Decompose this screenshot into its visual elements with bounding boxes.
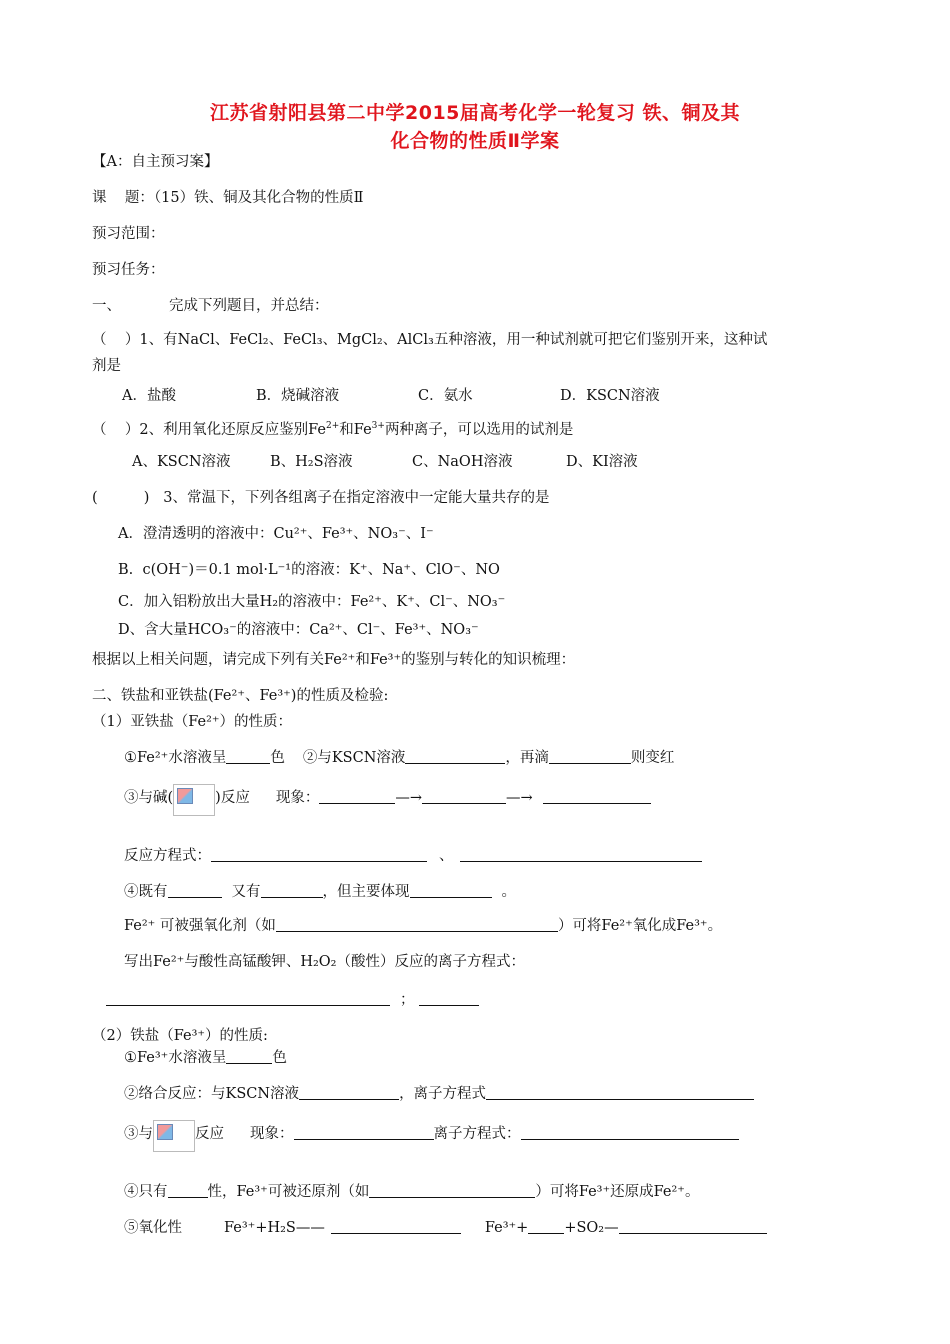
s1-ox-text-a: Fe²⁺ 可被强氧化剂（如	[124, 918, 276, 934]
blank-property-3[interactable]	[410, 883, 492, 898]
q2-option-a: A、KSCN溶液	[132, 454, 231, 470]
blank-complex[interactable]	[299, 1085, 399, 1100]
s2-item1-text-b: 色	[272, 1050, 287, 1066]
s2-item-3	[124, 1120, 739, 1152]
sub2-heading: （2）铁盐（Fe³⁺）的性质:	[92, 1028, 268, 1044]
part2-heading: 二、铁盐和亚铁盐(Fe²⁺、Fe³⁺)的性质及检验:	[92, 688, 389, 704]
blank-phenomenon-3[interactable]	[543, 789, 651, 804]
q1-option-a: A．盐酸	[122, 388, 176, 404]
q1-option-c: C．氨水	[418, 388, 473, 404]
blank-ionic-eq-1[interactable]	[106, 991, 390, 1006]
sub1-heading: （1）亚铁盐（Fe²⁺）的性质：	[92, 714, 293, 730]
s2-item4-text-b: 性，Fe³⁺可被还原剂（如	[207, 1184, 370, 1200]
s2-item5-eq-2b: +SO₂—	[564, 1220, 619, 1236]
s1-item1-text-e: 则变红	[630, 750, 675, 766]
blank-color[interactable]	[226, 749, 270, 764]
q2-text-b: 和Fe	[339, 422, 372, 438]
s2-item5-label: ⑤氧化性	[124, 1220, 182, 1236]
blank-s2-ionic-eq[interactable]	[521, 1125, 739, 1140]
q2-option-b: B、H₂S溶液	[270, 454, 353, 470]
s1-item1-text-a: ①Fe²⁺水溶液呈	[124, 750, 227, 766]
s1-sep: ；	[400, 992, 415, 1008]
s2-item2-text-a: ②络合反应：与KSCN溶液	[124, 1086, 300, 1102]
blank-h2s-eq[interactable]	[331, 1219, 461, 1234]
s1-item3-text-b: )反应	[215, 790, 250, 806]
s2-item5-eq-1: Fe³⁺+H₂S——	[224, 1220, 325, 1236]
question-1-cont: 剂是	[92, 358, 121, 374]
section-a-heading: 【A：自主预习案】	[92, 154, 219, 170]
s1-answer-line	[106, 990, 479, 1010]
blank-so2-eq[interactable]	[619, 1219, 767, 1234]
q2-text-a: （ ）2、利用氧化还原反应鉴别Fe	[92, 422, 327, 438]
blank-property-1[interactable]	[168, 883, 222, 898]
part1-heading-text: 完成下列题目，并总结：	[169, 298, 329, 314]
s2-item3-text-c: 现象：	[250, 1126, 294, 1142]
image-placeholder-icon	[173, 784, 215, 816]
s1-item3-text-c: 现象：	[275, 790, 320, 806]
s1-item1-text-b: 色	[270, 750, 285, 766]
blank-phenomenon-1[interactable]	[319, 789, 395, 804]
q2-sup-1: 2+	[326, 421, 340, 431]
topic-value: （15）铁、铜及其化合物的性质Ⅱ	[153, 190, 364, 206]
s1-item-4	[124, 882, 516, 902]
blank-fe3-color[interactable]	[226, 1049, 272, 1064]
blank-reagent[interactable]	[549, 749, 631, 764]
blank-reducer[interactable]	[369, 1183, 535, 1198]
s2-item3-text-d: 离子方程式：	[433, 1126, 521, 1142]
q1-option-d: D．KSCN溶液	[560, 388, 660, 404]
s2-item5-eq-2a: Fe³⁺+	[484, 1220, 529, 1236]
s2-item1-text-a: ①Fe³⁺水溶液呈	[124, 1050, 227, 1066]
s1-item4-text-a: ④既有	[124, 884, 168, 900]
title-line-2: 化合物的性质Ⅱ学案	[390, 130, 560, 152]
q3-option-c: C．加入铝粉放出大量H₂的溶液中：Fe²⁺、K⁺、Cl⁻、NO₃⁻	[118, 594, 506, 610]
image-placeholder-icon	[153, 1120, 195, 1152]
s2-item-5	[124, 1218, 767, 1238]
q3-option-a: A．澄清透明的溶液中：Cu²⁺、Fe³⁺、NO₃⁻、I⁻	[118, 526, 434, 542]
s1-eq-label: 反应方程式：	[124, 848, 211, 864]
s1-write-instruction: 写出Fe²⁺与酸性高锰酸钾、H₂O₂（酸性）反应的离子方程式：	[124, 954, 525, 970]
blank-oxidizer[interactable]	[276, 917, 558, 932]
blank-s2-phenomenon[interactable]	[294, 1125, 434, 1140]
s2-item4-text-a: ④只有	[124, 1184, 168, 1200]
s1-equation	[124, 846, 702, 866]
s1-item1-text-d: ，再滴	[505, 750, 549, 766]
s2-item3-text-b: 反应	[195, 1126, 224, 1142]
s2-item2-text-b: ，离子方程式	[399, 1086, 487, 1102]
topic-label: 课 题：	[92, 190, 154, 206]
s1-item4-text-b: 又有	[231, 884, 261, 900]
blank-so2-reactant[interactable]	[528, 1219, 564, 1234]
q2-sup-2: 3+	[371, 421, 385, 431]
preview-task: 预习任务：	[92, 262, 165, 278]
s1-eq-sep: 、	[439, 848, 454, 864]
question-3: ( ) 3、常温下，下列各组离子在指定溶液中一定能大量共存的是	[92, 490, 550, 506]
s1-ox-text-b: ）可将Fe²⁺氧化成Fe³⁺。	[557, 918, 723, 934]
s1-item3-text-a: ③与碱(	[124, 790, 174, 806]
q2-option-c: C、NaOH溶液	[412, 454, 513, 470]
blank-phenomenon-2[interactable]	[422, 789, 506, 804]
arrow-1: —→	[395, 790, 422, 806]
q1-option-b: B．烧碱溶液	[256, 388, 340, 404]
s1-item1-text-c: ②与KSCN溶液	[302, 750, 406, 766]
blank-property-2[interactable]	[261, 883, 323, 898]
s1-oxidizer	[124, 916, 722, 936]
s1-item4-text-c: ，但主要体现	[322, 884, 410, 900]
s1-item-1	[124, 748, 674, 768]
blank-only-property[interactable]	[168, 1183, 208, 1198]
arrow-2: —→	[506, 790, 533, 806]
topic-line	[92, 188, 364, 208]
blank-equation-1[interactable]	[211, 847, 427, 862]
q3-option-d: D、含大量HCO₃⁻的溶液中：Ca²⁺、Cl⁻、Fe³⁺、NO₃⁻	[118, 622, 479, 638]
s1-item4-text-d: 。	[501, 884, 516, 900]
summary-instruction: 根据以上相关问题，请完成下列有关Fe²⁺和Fe³⁺的鉴别与转化的知识梳理：	[92, 652, 576, 668]
q3-option-b: B. c(OH⁻)＝0.1 mol·L⁻¹的溶液：K⁺、Na⁺、ClO⁻、NO	[118, 562, 500, 578]
preview-scope: 预习范围：	[92, 226, 165, 242]
title-line-1: 江苏省射阳县第二中学2015届高考化学一轮复习 铁、铜及其	[210, 102, 740, 124]
s2-item-4	[124, 1182, 699, 1202]
q2-option-d: D、KI溶液	[566, 454, 638, 470]
s2-item3-text-a: ③与	[124, 1126, 153, 1142]
question-1: （ ）1、有NaCl、FeCl₂、FeCl₃、MgCl₂、AlCl₃五种溶液，用一种试剂就可把它们鉴别开来，这种试	[92, 332, 768, 348]
blank-ionic-eq-2[interactable]	[419, 991, 479, 1006]
part1-number: 一、	[92, 298, 121, 314]
blank-equation-2[interactable]	[460, 847, 702, 862]
s1-item-3	[124, 784, 651, 816]
s2-item-1	[124, 1048, 287, 1068]
s2-item-2	[124, 1084, 754, 1104]
q2-text-c: 两种离子，可以选用的试剂是	[384, 422, 574, 438]
question-2	[92, 416, 573, 440]
s2-item4-text-c: ）可将Fe³⁺还原成Fe²⁺。	[535, 1184, 700, 1200]
part1-heading	[92, 296, 329, 316]
blank-complex-eq[interactable]	[486, 1085, 754, 1100]
blank-kscn[interactable]	[405, 749, 505, 764]
